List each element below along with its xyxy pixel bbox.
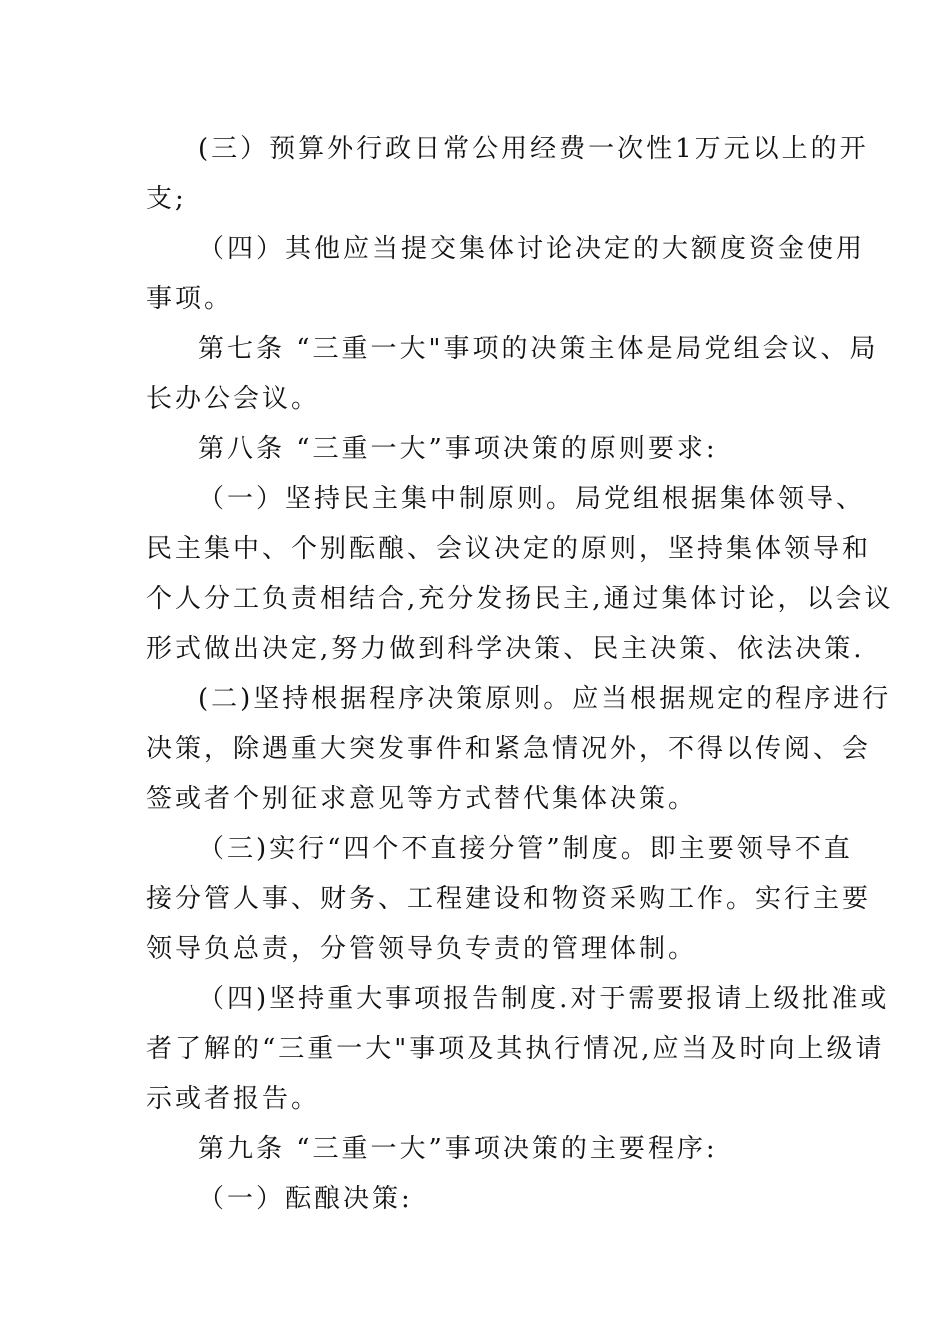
- text-line: （一）坚持民主集中制原则。局党组根据集体领导、: [198, 484, 866, 514]
- text-line: 示或者报告。: [146, 1084, 321, 1114]
- text-line: 支;: [146, 184, 187, 214]
- text-line: 者了解的“三重一大"事项及其执行情况,应当及时向上级请: [146, 1034, 885, 1064]
- text-line: 接分管人事、财务、工程建设和物资采购工作。实行主要: [146, 884, 872, 914]
- text-line: （三)实行“四个不直接分管”制度。即主要领导不直: [198, 834, 853, 864]
- text-line: 民主集中、个别酝酿、会议决定的原则，坚持集体领导和: [146, 534, 872, 564]
- text-line: 长办公会议。: [146, 384, 321, 414]
- paragraph-article-9: [146, 1124, 806, 1174]
- text-line: (二)坚持根据程序决策原则。应当根据规定的程序进行: [198, 684, 892, 714]
- paragraph-reporting-system: [146, 974, 890, 1124]
- paragraph-four-not-direct: [146, 824, 872, 974]
- paragraph-article-8: [146, 424, 806, 474]
- paragraph-democratic-centralism: [146, 474, 894, 674]
- document-body: [146, 124, 894, 1224]
- text-line: 形式做出决定,努力做到科学决策、民主决策、依法决策.: [146, 634, 865, 664]
- paragraph-procedure-principle: [146, 674, 892, 824]
- text-line: (三）预算外行政日常公用经费一次性1万元以上的开: [198, 134, 869, 164]
- text-line: 个人分工负责相结合,充分发扬民主,通过集体讨论，以会议: [146, 584, 894, 614]
- text-line: （一）酝酿决策:: [198, 1184, 413, 1214]
- paragraph-deliberation: [146, 1174, 806, 1224]
- text-line: 签或者个别征求意见等方式替代集体决策。: [146, 784, 698, 814]
- text-line: 领导负总责，分管领导负专责的管理体制。: [146, 934, 698, 964]
- paragraph-other-funds: [146, 224, 866, 324]
- text-line: （四）其他应当提交集体讨论决定的大额度资金使用: [198, 234, 866, 264]
- paragraph-article-7: [146, 324, 879, 424]
- text-line: 事项。: [146, 284, 234, 314]
- text-line: （四)坚持重大事项报告制度.对于需要报请上级批准或: [198, 984, 890, 1014]
- text-line: 第八条 “三重一大”事项决策的原则要求:: [198, 434, 718, 464]
- text-line: 第九条 “三重一大”事项决策的主要程序:: [198, 1134, 718, 1164]
- text-line: 第七条 “三重一大"事项的决策主体是局党组会议、局: [198, 334, 879, 364]
- paragraph-budget-expenses: [146, 124, 869, 224]
- text-line: 决策，除遇重大突发事件和紧急情况外，不得以传阅、会: [146, 734, 872, 764]
